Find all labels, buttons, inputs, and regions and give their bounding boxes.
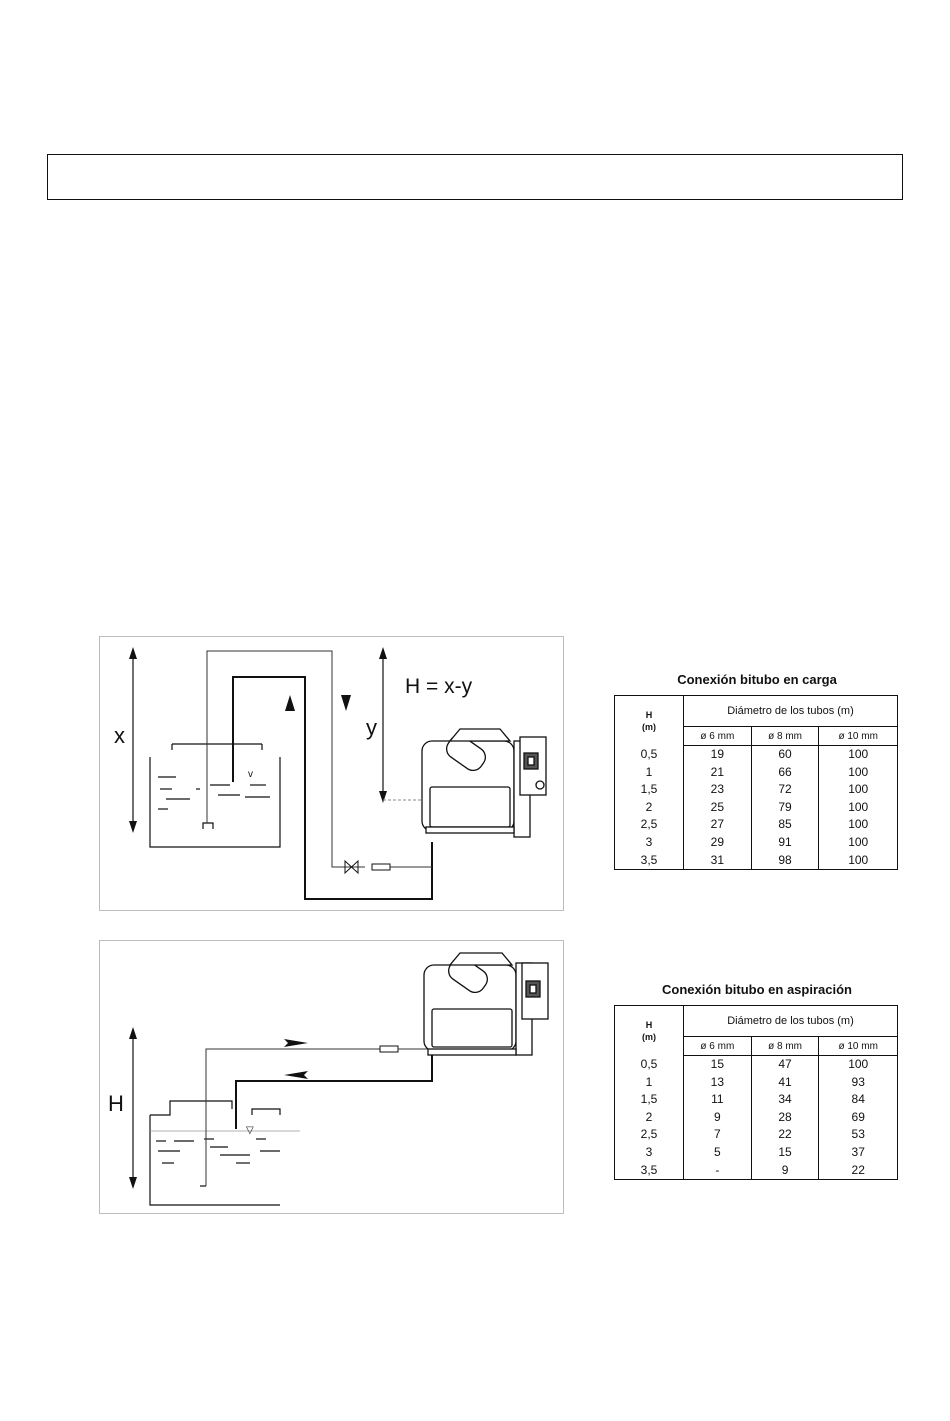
- flow-arrow-down-icon: [341, 695, 351, 711]
- table-row: 1 13 41 93: [615, 1074, 898, 1092]
- tank: [150, 1115, 280, 1205]
- diagram-carga: [99, 636, 564, 911]
- column-header: ø 6 mm: [684, 1037, 752, 1056]
- diameter-group-header: Diámetro de los tubos (m): [684, 1006, 898, 1037]
- suction-pipe: [206, 1049, 380, 1186]
- data-table: [614, 1005, 898, 1180]
- return-pipe: [207, 651, 365, 867]
- table-row: 0,5 19 60 100: [615, 746, 898, 764]
- burner-icon: [422, 729, 546, 837]
- diagram-aspiracion: [99, 940, 564, 1214]
- h-column-header: H (m): [615, 1006, 684, 1056]
- return-pipe: [236, 1053, 432, 1129]
- tank-level-symbol: v: [248, 769, 253, 780]
- table-aspiracion: [614, 982, 900, 1180]
- section-header-box: [47, 154, 903, 200]
- h-column-header: H (m): [615, 696, 684, 746]
- tank: [150, 757, 280, 847]
- label-h: H: [108, 1091, 124, 1116]
- table-row: 1,5 23 72 100: [615, 781, 898, 799]
- table-title: Conexión bitubo en aspiración: [662, 982, 852, 997]
- column-header: ø 6 mm: [684, 727, 752, 746]
- table-row: 3,5 31 98 100: [615, 852, 898, 870]
- table-row: 3 5 15 37: [615, 1144, 898, 1162]
- x-arrow-down-icon: [129, 821, 137, 833]
- burner-icon: [424, 953, 548, 1055]
- flow-arrow-right-icon: [284, 1039, 308, 1047]
- column-header: ø 8 mm: [751, 727, 819, 746]
- tank-level-symbol: ▽: [246, 1125, 254, 1136]
- table-title: Conexión bitubo en carga: [677, 672, 837, 687]
- diameter-group-header: Diámetro de los tubos (m): [684, 696, 898, 727]
- x-arrow-up-icon: [129, 647, 137, 659]
- formula: H = x-y: [405, 675, 473, 698]
- data-table: [614, 695, 898, 870]
- column-header: ø 10 mm: [819, 727, 898, 746]
- flow-arrow-up-icon: [285, 695, 295, 711]
- table-row: 0,5 15 47 100: [615, 1056, 898, 1074]
- column-header: ø 10 mm: [819, 1037, 898, 1056]
- table-row: 2 25 79 100: [615, 799, 898, 817]
- table-row: 1 21 66 100: [615, 764, 898, 782]
- table-row: 3 29 91 100: [615, 834, 898, 852]
- column-header: ø 8 mm: [751, 1037, 819, 1056]
- table-row: 1,5 11 34 84: [615, 1091, 898, 1109]
- filter-icon: [372, 864, 390, 870]
- label-y: y: [366, 715, 377, 740]
- flow-arrow-left-icon: [284, 1071, 308, 1079]
- filter-icon: [380, 1046, 398, 1052]
- table-row: 2 9 28 69: [615, 1109, 898, 1127]
- table-carga: [614, 672, 900, 870]
- label-x: x: [114, 723, 125, 748]
- table-row: 2,5 7 22 53: [615, 1126, 898, 1144]
- table-row: 3,5 - 9 22: [615, 1162, 898, 1180]
- table-row: 2,5 27 85 100: [615, 816, 898, 834]
